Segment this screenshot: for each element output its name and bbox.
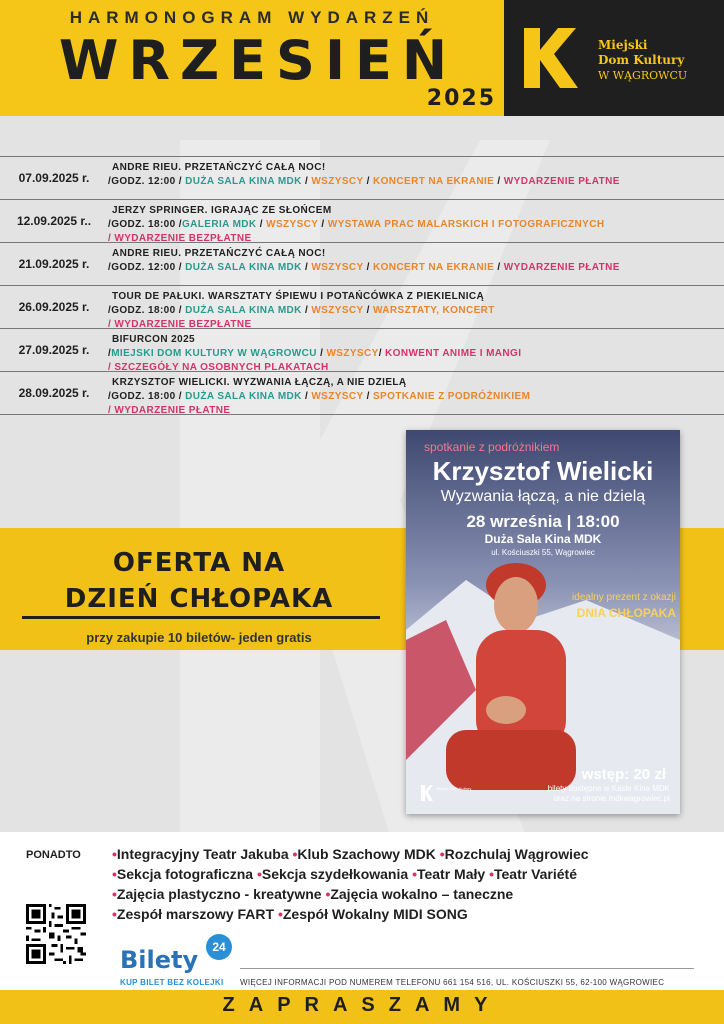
event-title: TOUR DE PAŁUKI. WARSZTATY ŚPIEWU I POTAŃCÓWKA Z PIEKIELNICĄ bbox=[112, 291, 485, 302]
event-time: GODZ. 12:00 bbox=[111, 176, 176, 187]
poster-logo-icon bbox=[420, 784, 434, 802]
event-audience: WSZYSCY bbox=[311, 391, 364, 402]
event-time: GODZ. 18:00 bbox=[111, 391, 176, 402]
event-audience: WSZYSCY bbox=[311, 176, 364, 187]
event-details: ANDRE RIEU. PRZETAŃCZYĆ CAŁĄ NOC! /GODZ. 12:00 / DUŻA SALA KINA MDK / WSZYSCY / KONCERT NA EKRANIE / WYDARZENIE PŁATNE bbox=[108, 161, 718, 189]
club-item: Klub Szachowy MDK bbox=[297, 846, 436, 862]
year-label: 2025 bbox=[426, 86, 496, 111]
event-details: ANDRE RIEU. PRZETAŃCZYĆ CAŁĄ NOC! /GODZ. 12:00 / DUŻA SALA KINA MDK / WSZYSCY / KONCERT NA EKRANIE / WYDARZENIE PŁATNE bbox=[108, 247, 718, 275]
event-title: ANDRE RIEU. PRZETAŃCZYĆ CAŁĄ NOC! bbox=[112, 162, 326, 173]
event-place: MIEJSKI DOM KULTURY W WĄGROWCU bbox=[111, 348, 317, 359]
event-row[interactable] bbox=[0, 286, 724, 329]
event-place: DUŻA SALA KINA MDK bbox=[185, 391, 302, 402]
event-price: WYDARZENIE BEZPŁATNE bbox=[114, 233, 252, 244]
poster-subtitle: Wyzwania łączą, a nie dzielą bbox=[440, 488, 646, 505]
poster-tickets-line1: bilety dostępne w Kasie Kina MDK bbox=[547, 784, 670, 793]
poster-tickets-line2: oraz na stronie mdkwagrowiec.pl bbox=[553, 794, 670, 803]
poster-venue: Duża Sala Kina MDK bbox=[484, 532, 602, 546]
poster-logo-text: Miejski Dom Kultury bbox=[436, 786, 472, 791]
offer-underline bbox=[22, 616, 380, 619]
logo-text-line1: Miejski bbox=[598, 38, 648, 52]
tickets-slogan: KUP BILET BEZ KOLEJKI bbox=[120, 978, 224, 987]
event-schedule bbox=[0, 156, 724, 415]
qr-code-icon[interactable] bbox=[26, 904, 86, 964]
event-audience: WSZYSCY bbox=[266, 219, 319, 230]
club-item: Teatr Mały bbox=[416, 866, 486, 882]
event-date: 26.09.2025 r. bbox=[18, 300, 90, 314]
event-place: DUŻA SALA KINA MDK bbox=[185, 305, 302, 316]
header-subtitle: HARMONOGRAM WYDARZEŃ bbox=[69, 8, 435, 27]
event-date: 07.09.2025 r. bbox=[18, 171, 90, 185]
event-time: GODZ. 12:00 bbox=[111, 262, 176, 273]
event-audience: WSZYSCY bbox=[311, 305, 364, 316]
club-line: •Zespół marszowy FART •Zespół Wokalny MIDI SONG bbox=[112, 906, 468, 922]
club-item: Sekcja fotograficzna bbox=[116, 866, 254, 882]
event-time: GODZ. 18:00 bbox=[111, 305, 176, 316]
event-title: KRZYSZTOF WIELICKI. WYZWANIA ŁĄCZĄ, A NIE DZIELĄ bbox=[112, 377, 407, 388]
club-item: Zajęcia wokalno – taneczne bbox=[330, 886, 514, 902]
event-type: KONCERT NA EKRANIE bbox=[372, 262, 495, 273]
club-item: Sekcja szydełkowania bbox=[261, 866, 409, 882]
offer-heading-line2: DZIEŃ CHŁOPAKA bbox=[64, 584, 334, 614]
event-price: WYDARZENIE PŁATNE bbox=[503, 176, 620, 187]
month-title: WRZESIEŃ bbox=[58, 29, 458, 92]
event-type: KONWENT ANIME I MANGI bbox=[385, 348, 522, 359]
event-title: BIFURCON 2025 bbox=[112, 334, 195, 345]
poster-gift-line1: idealny prezent z okazji bbox=[572, 592, 676, 603]
event-time: GODZ. 18:00 bbox=[111, 219, 176, 230]
event-type: KONCERT NA EKRANIE bbox=[372, 176, 495, 187]
event-place: DUŻA SALA KINA MDK bbox=[185, 262, 302, 273]
footer-invite: ZAPRASZAMY bbox=[222, 994, 502, 1016]
event-details: TOUR DE PAŁUKI. WARSZTATY ŚPIEWU I POTAŃCÓWKA Z PIEKIELNICĄ /GODZ. 18:00 / DUŻA SALA KINA MDK / WSZYSCY / WARSZTATY, KONCERT / WYDARZENIE BEZPŁATNE bbox=[108, 290, 718, 332]
event-type: WARSZTATY, KONCERT bbox=[372, 305, 495, 316]
event-row[interactable] bbox=[0, 157, 724, 200]
event-row[interactable] bbox=[0, 243, 724, 286]
event-date: 27.09.2025 r. bbox=[18, 343, 90, 357]
event-type: SPOTKANIE Z PODRÓŻNIKIEM bbox=[372, 391, 531, 402]
poster-address: ul. Kościuszki 55, Wągrowiec bbox=[491, 548, 595, 557]
event-date: 21.09.2025 r. bbox=[18, 257, 90, 271]
event-price: WYDARZENIE PŁATNE bbox=[503, 262, 620, 273]
event-row[interactable] bbox=[0, 200, 724, 243]
event-price: WYDARZENIE BEZPŁATNE bbox=[114, 319, 252, 330]
more-label: PONADTO bbox=[26, 849, 81, 861]
event-row[interactable] bbox=[0, 329, 724, 372]
poster-date: 28 września | 18:00 bbox=[466, 512, 620, 531]
club-line: •Zajęcia plastyczno - kreatywne •Zajęcia wokalno – taneczne bbox=[112, 886, 514, 902]
event-details: KRZYSZTOF WIELICKI. WYZWANIA ŁĄCZĄ, A NIE DZIELĄ /GODZ. 18:00 / DUŻA SALA KINA MDK / WSZYSCY / SPOTKANIE Z PODRÓŻNIKIEM / WYDARZENIE PŁATNE bbox=[108, 376, 718, 418]
logo-text-line2: Dom Kultury bbox=[598, 53, 685, 67]
logo-text-line3: W WĄGROWCU bbox=[598, 69, 688, 82]
event-date: 28.09.2025 r. bbox=[18, 386, 90, 400]
divider bbox=[240, 968, 694, 969]
event-place: GALERIA MDK bbox=[181, 219, 257, 230]
club-item: Zespół marszowy FART bbox=[116, 906, 275, 922]
club-item: Zajęcia plastyczno - kreatywne bbox=[116, 886, 322, 902]
event-title: JERZY SPRINGER. IGRAJĄC ZE SŁOŃCEM bbox=[112, 205, 332, 216]
event-price: SZCZEGÓŁY NA OSOBNYCH PLAKATACH bbox=[114, 362, 329, 373]
event-title: ANDRE RIEU. PRZETAŃCZYĆ CAŁĄ NOC! bbox=[112, 248, 326, 259]
event-price: WYDARZENIE PŁATNE bbox=[114, 405, 231, 416]
club-item: Teatr Variété bbox=[493, 866, 577, 882]
event-details: BIFURCON 2025 /MIEJSKI DOM KULTURY W WĄGROWCU / WSZYSCY/ KONWENT ANIME I MANGI / SZCZEGÓŁY NA OSOBNYCH PLAKATACH bbox=[108, 333, 718, 375]
contact-info: WIĘCEJ INFORMACJI POD NUMEREM TELEFONU 661 154 516, UL. KOŚCIUSZKI 55, 62-100 WĄGROWIEC bbox=[240, 978, 665, 987]
club-line: •Integracyjny Teatr Jakuba •Klub Szachowy MDK •Rozchulaj Wągrowiec bbox=[112, 846, 589, 862]
tickets-badge: 24 bbox=[206, 934, 232, 960]
poster-gift-line2: DNIA CHŁOPAKA bbox=[576, 606, 676, 620]
tickets-brand[interactable]: Bilety bbox=[120, 946, 199, 974]
mdk-logo-icon bbox=[520, 26, 580, 90]
event-date: 12.09.2025 r.. bbox=[16, 214, 92, 228]
poster-name: Krzysztof Wielicki bbox=[432, 456, 654, 486]
event-place: DUŻA SALA KINA MDK bbox=[185, 176, 302, 187]
event-audience: WSZYSCY bbox=[326, 348, 379, 359]
event-type: WYSTAWA PRAC MALARSKICH I FOTOGRAFICZNYCH bbox=[327, 219, 605, 230]
event-row[interactable] bbox=[0, 372, 724, 415]
poster-kicker: spotkanie z podróżnikiem bbox=[424, 440, 560, 454]
event-audience: WSZYSCY bbox=[311, 262, 364, 273]
event-details: JERZY SPRINGER. IGRAJĄC ZE SŁOŃCEM /GODZ. 18:00 /GALERIA MDK / WSZYSCY / WYSTAWA PRAC MALARSKICH I FOTOGRAFICZNYCH / WYDARZENIE BEZPŁATNE bbox=[108, 204, 718, 246]
poster-price: wstęp: 20 zł bbox=[581, 766, 666, 783]
club-item: Integracyjny Teatr Jakuba bbox=[116, 846, 289, 862]
offer-heading-line1: OFERTA NA bbox=[112, 548, 286, 578]
club-item: Zespół Wokalny MIDI SONG bbox=[282, 906, 468, 922]
offer-subtitle: przy zakupie 10 biletów- jeden gratis bbox=[86, 630, 312, 645]
club-item: Rozchulaj Wągrowiec bbox=[444, 846, 589, 862]
club-line: •Sekcja fotograficzna •Sekcja szydełkowania •Teatr Mały •Teatr Variété bbox=[112, 866, 577, 882]
event-poster[interactable] bbox=[406, 430, 680, 814]
